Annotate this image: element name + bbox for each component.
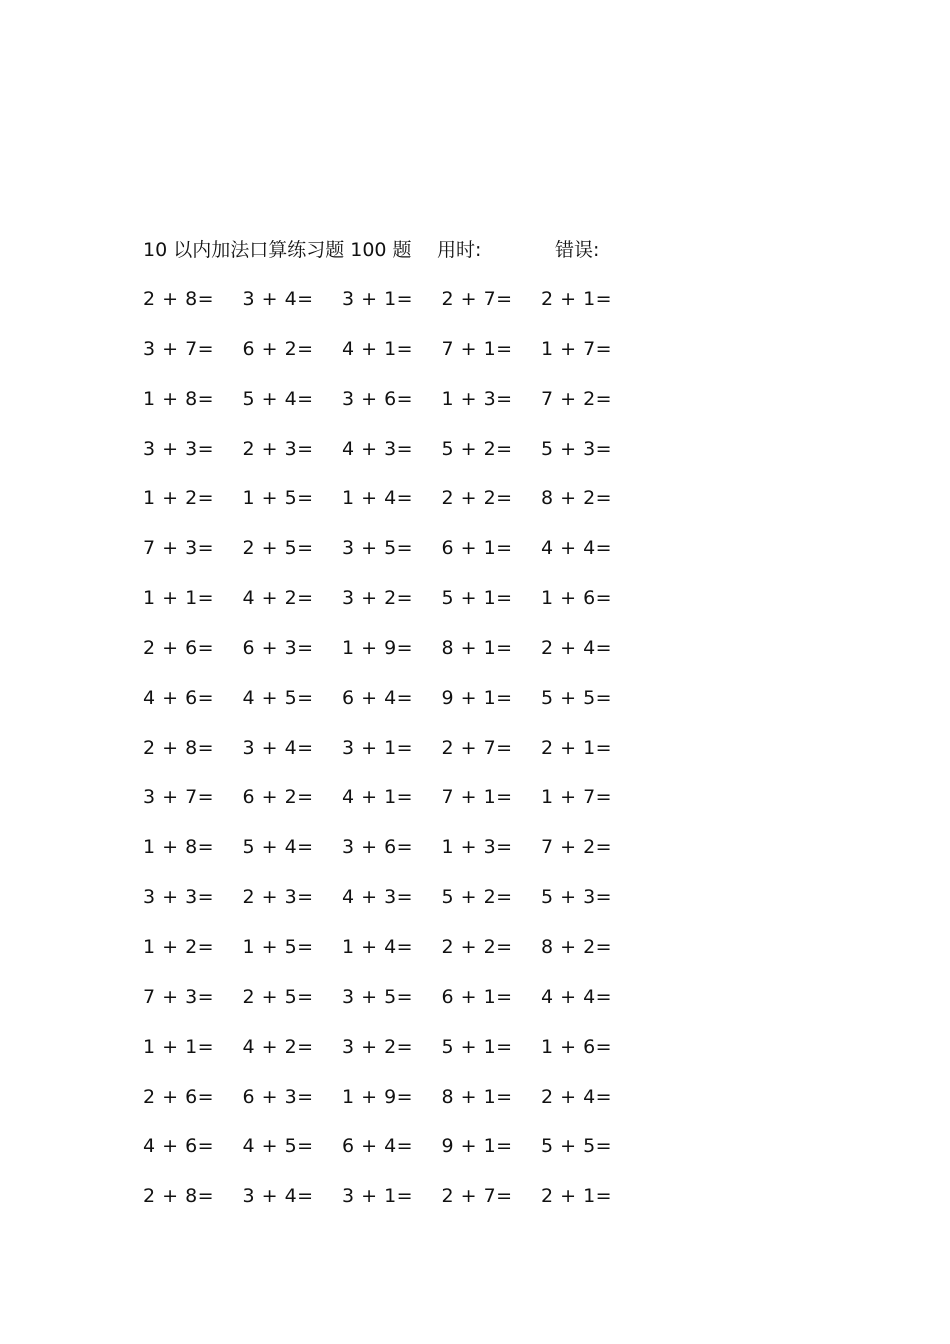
problem-item: 2 + 4= bbox=[541, 1085, 613, 1108]
time-used-label: 用时: bbox=[437, 239, 482, 261]
error-count-label: 错误: bbox=[555, 239, 600, 261]
problem-item: 4 + 2= bbox=[242, 1035, 314, 1058]
problem-item: 4 + 1= bbox=[342, 786, 414, 809]
problem-item: 8 + 1= bbox=[441, 636, 513, 659]
problem-item: 4 + 1= bbox=[342, 337, 414, 360]
problem-item: 1 + 2= bbox=[143, 487, 215, 510]
problem-item: 4 + 4= bbox=[541, 537, 613, 560]
problem-item: 2 + 2= bbox=[441, 487, 513, 510]
worksheet-title: 10 以内加法口算练习题 100 题 bbox=[143, 239, 412, 261]
problem-item: 3 + 5= bbox=[342, 537, 414, 560]
problem-row bbox=[143, 1083, 663, 1133]
problem-row bbox=[143, 484, 663, 534]
problem-row bbox=[143, 833, 663, 883]
problem-row bbox=[143, 584, 663, 634]
problem-item: 1 + 2= bbox=[143, 935, 215, 958]
problem-item: 4 + 5= bbox=[242, 686, 314, 709]
problem-row bbox=[143, 435, 663, 485]
problem-row bbox=[143, 634, 663, 684]
problem-item: 5 + 4= bbox=[242, 836, 314, 859]
problem-item: 3 + 4= bbox=[242, 288, 314, 310]
problem-item: 1 + 4= bbox=[342, 487, 414, 510]
problem-item: 7 + 2= bbox=[541, 387, 613, 410]
problem-item: 2 + 5= bbox=[242, 537, 314, 560]
problem-item: 2 + 1= bbox=[541, 288, 613, 310]
problem-item: 2 + 5= bbox=[242, 985, 314, 1008]
problem-item: 2 + 3= bbox=[242, 886, 314, 909]
problem-item: 1 + 7= bbox=[541, 337, 613, 360]
problem-item: 2 + 7= bbox=[441, 1185, 513, 1208]
problem-item: 3 + 7= bbox=[143, 786, 215, 809]
problem-item: 3 + 4= bbox=[242, 736, 314, 759]
problem-item: 7 + 1= bbox=[441, 337, 513, 360]
problem-item: 3 + 7= bbox=[143, 337, 215, 360]
problem-row bbox=[143, 684, 663, 734]
problem-item: 7 + 3= bbox=[143, 537, 215, 560]
problem-row bbox=[143, 285, 663, 335]
problem-item: 1 + 4= bbox=[342, 935, 414, 958]
problem-item: 4 + 3= bbox=[342, 437, 414, 460]
problem-item: 8 + 1= bbox=[441, 1085, 513, 1108]
problem-item: 2 + 6= bbox=[143, 1085, 215, 1108]
problem-item: 1 + 1= bbox=[143, 1035, 215, 1058]
problem-item: 4 + 6= bbox=[143, 1135, 215, 1158]
problem-item: 1 + 5= bbox=[242, 935, 314, 958]
problem-item: 1 + 9= bbox=[342, 636, 414, 659]
problem-row bbox=[143, 783, 663, 833]
problem-item: 3 + 3= bbox=[143, 437, 215, 460]
problem-item: 7 + 3= bbox=[143, 985, 215, 1008]
problem-row bbox=[143, 1033, 663, 1083]
problem-item: 3 + 5= bbox=[342, 985, 414, 1008]
problem-item: 3 + 1= bbox=[342, 1185, 414, 1208]
problem-item: 1 + 9= bbox=[342, 1085, 414, 1108]
problem-item: 5 + 3= bbox=[541, 437, 613, 460]
problem-item: 1 + 3= bbox=[441, 387, 513, 410]
problem-item: 2 + 4= bbox=[541, 636, 613, 659]
problem-item: 1 + 1= bbox=[143, 587, 215, 610]
problem-item: 6 + 1= bbox=[441, 537, 513, 560]
problem-item: 4 + 3= bbox=[342, 886, 414, 909]
problem-item: 1 + 6= bbox=[541, 1035, 613, 1058]
problem-item: 2 + 1= bbox=[541, 1185, 613, 1208]
problem-item: 3 + 1= bbox=[342, 736, 414, 759]
problem-item: 2 + 2= bbox=[441, 935, 513, 958]
problem-item: 3 + 6= bbox=[342, 387, 414, 410]
problem-item: 1 + 8= bbox=[143, 836, 215, 859]
problem-item: 4 + 4= bbox=[541, 985, 613, 1008]
problem-item: 4 + 2= bbox=[242, 587, 314, 610]
problem-item: 6 + 4= bbox=[342, 686, 414, 709]
problem-item: 2 + 7= bbox=[441, 736, 513, 759]
problem-item: 5 + 5= bbox=[541, 686, 613, 709]
problem-item: 3 + 6= bbox=[342, 836, 414, 859]
problem-item: 2 + 1= bbox=[541, 736, 613, 759]
problem-item: 8 + 2= bbox=[541, 935, 613, 958]
problem-row bbox=[143, 933, 663, 983]
problem-item: 4 + 6= bbox=[143, 686, 215, 709]
problem-item: 9 + 1= bbox=[441, 686, 513, 709]
problem-item: 2 + 6= bbox=[143, 636, 215, 659]
problem-item: 2 + 8= bbox=[143, 736, 215, 759]
problem-item: 2 + 8= bbox=[143, 288, 215, 310]
problem-grid bbox=[143, 285, 663, 1232]
problem-item: 1 + 3= bbox=[441, 836, 513, 859]
problem-item: 6 + 2= bbox=[242, 786, 314, 809]
problem-item: 6 + 2= bbox=[242, 337, 314, 360]
problem-row bbox=[143, 534, 663, 584]
problem-item: 7 + 1= bbox=[441, 786, 513, 809]
problem-item: 5 + 4= bbox=[242, 387, 314, 410]
problem-item: 1 + 6= bbox=[541, 587, 613, 610]
problem-item: 6 + 4= bbox=[342, 1135, 414, 1158]
problem-item: 5 + 1= bbox=[441, 587, 513, 610]
problem-item: 6 + 3= bbox=[242, 1085, 314, 1108]
problem-item: 3 + 2= bbox=[342, 1035, 414, 1058]
problem-item: 5 + 2= bbox=[441, 886, 513, 909]
problem-row bbox=[143, 1132, 663, 1182]
problem-row bbox=[143, 335, 663, 385]
problem-item: 5 + 2= bbox=[441, 437, 513, 460]
problem-item: 1 + 5= bbox=[242, 487, 314, 510]
problem-item: 2 + 3= bbox=[242, 437, 314, 460]
problem-item: 7 + 2= bbox=[541, 836, 613, 859]
problem-item: 3 + 4= bbox=[242, 1185, 314, 1208]
problem-item: 3 + 1= bbox=[342, 288, 414, 310]
problem-row bbox=[143, 1182, 663, 1232]
problem-row bbox=[143, 883, 663, 933]
worksheet-header bbox=[143, 236, 663, 264]
problem-item: 8 + 2= bbox=[541, 487, 613, 510]
problem-row bbox=[143, 734, 663, 784]
problem-item: 2 + 8= bbox=[143, 1185, 215, 1208]
problem-item: 6 + 3= bbox=[242, 636, 314, 659]
problem-item: 6 + 1= bbox=[441, 985, 513, 1008]
problem-item: 4 + 5= bbox=[242, 1135, 314, 1158]
problem-item: 9 + 1= bbox=[441, 1135, 513, 1158]
problem-row bbox=[143, 983, 663, 1033]
problem-item: 5 + 5= bbox=[541, 1135, 613, 1158]
problem-item: 1 + 7= bbox=[541, 786, 613, 809]
problem-item: 3 + 2= bbox=[342, 587, 414, 610]
problem-row bbox=[143, 385, 663, 435]
problem-item: 5 + 1= bbox=[441, 1035, 513, 1058]
problem-item: 2 + 7= bbox=[441, 288, 513, 310]
problem-item: 5 + 3= bbox=[541, 886, 613, 909]
problem-item: 1 + 8= bbox=[143, 387, 215, 410]
problem-item: 3 + 3= bbox=[143, 886, 215, 909]
